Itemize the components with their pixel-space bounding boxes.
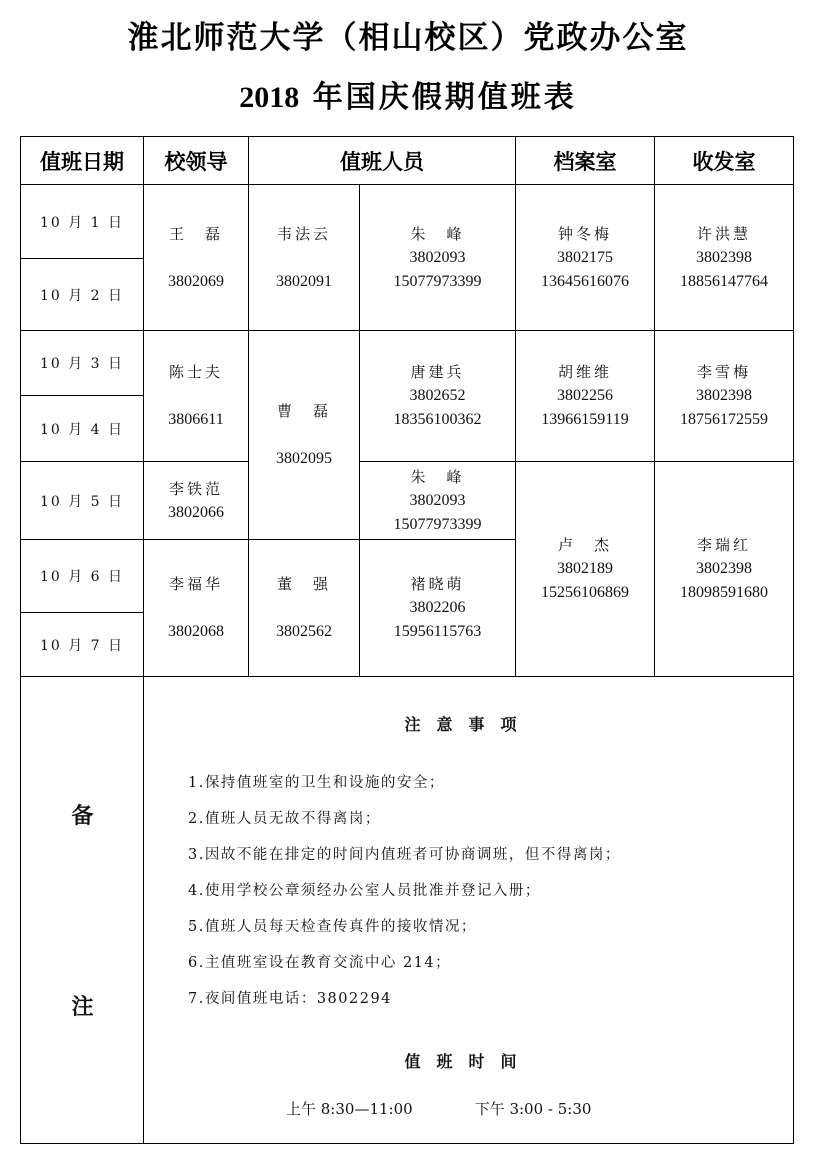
notes-label-cell	[20, 676, 144, 1144]
leader-name: 王 磊	[168, 224, 223, 243]
staff-name: 韦法云	[276, 224, 331, 243]
staff-name: 董 强	[276, 575, 331, 593]
staff-cell	[359, 184, 516, 331]
leader-phone: 3802069	[168, 272, 224, 290]
document-title: 淮北师范大学（相山校区）党政办公室	[127, 20, 689, 56]
archive-cell	[515, 461, 655, 677]
staff-mobile: 15077973399	[393, 515, 482, 533]
notes-title: 注意事项	[404, 715, 533, 734]
header-archive: 档案室	[515, 136, 655, 185]
staff-cell	[248, 184, 360, 331]
staff-cell	[248, 539, 360, 677]
staff-phone: 3802093	[409, 248, 466, 266]
archive-mobile: 13645616076	[541, 272, 629, 290]
mailroom-cell	[654, 184, 794, 331]
notes-body	[143, 676, 794, 1144]
header-date: 值班日期	[20, 136, 144, 185]
staff-phone: 3802652	[409, 387, 466, 404]
staff-mobile: 15956115763	[393, 623, 482, 640]
date-cell: 10 月 2 日	[20, 258, 144, 331]
subtitle-year: 2018	[239, 81, 300, 114]
leader-cell	[143, 461, 249, 540]
leader-name: 李福华	[168, 575, 223, 593]
header-mailroom: 收发室	[654, 136, 794, 185]
leader-phone: 3806611	[168, 411, 224, 428]
document-subtitle	[0, 72, 816, 116]
header-leader: 校领导	[143, 136, 249, 185]
archive-mobile: 13966159119	[541, 411, 629, 428]
leader-cell	[143, 539, 249, 677]
mailroom-cell	[654, 330, 794, 462]
date-cell: 10 月 6 日	[20, 539, 144, 613]
archive-phone: 3802175	[557, 248, 613, 266]
staff-phone: 3802093	[409, 491, 466, 509]
duty-times	[286, 1098, 591, 1119]
leader-name: 李铁范	[168, 479, 223, 498]
date-cell: 10 月 3 日	[20, 330, 144, 396]
mailroom-mobile: 18098591680	[680, 584, 768, 601]
staff-cell	[359, 461, 516, 540]
mailroom-phone: 3802398	[696, 248, 752, 266]
mailroom-cell	[654, 461, 794, 677]
leader-cell	[143, 330, 249, 462]
staff-phone: 3802206	[409, 599, 466, 616]
note-item: 6.主值班室设在教育交流中心 214；	[188, 955, 452, 971]
archive-mobile: 15256106869	[541, 584, 629, 601]
mailroom-phone: 3802398	[696, 560, 752, 577]
archive-cell	[515, 330, 655, 462]
note-item: 3.因故不能在排定的时间内值班者可协商调班，但不得离岗；	[188, 847, 621, 863]
archive-name: 卢 杰	[557, 536, 612, 554]
leader-phone: 3802066	[168, 503, 224, 521]
date-cell: 10 月 7 日	[20, 612, 144, 677]
staff-name: 褚晓萌	[410, 575, 465, 593]
date-cell: 10 月 1 日	[20, 184, 144, 259]
staff-phone: 3802095	[276, 450, 332, 467]
archive-phone: 3802189	[557, 560, 613, 577]
staff-cell	[359, 539, 516, 677]
staff-mobile: 18356100362	[393, 411, 482, 428]
staff-name: 朱 峰	[410, 224, 465, 243]
note-item: 2.值班人员无故不得离岗；	[188, 811, 381, 827]
staff-phone: 3802562	[276, 623, 332, 640]
date-cell: 10 月 4 日	[20, 395, 144, 462]
staff-name: 曹 磊	[276, 402, 331, 420]
note-item: 5.值班人员每天检查传真件的接收情况；	[188, 919, 477, 935]
note-item: 7.夜间值班电话：3802294	[188, 991, 392, 1007]
duty-table	[20, 136, 794, 1144]
mailroom-name: 李雪梅	[696, 363, 751, 381]
archive-cell	[515, 184, 655, 331]
notes-label-top: 备	[71, 804, 94, 829]
date-cell: 10 月 5 日	[20, 461, 144, 540]
header-staff: 值班人员	[248, 136, 516, 185]
mailroom-phone: 3802398	[696, 387, 752, 404]
mailroom-mobile: 18756172559	[680, 411, 768, 428]
leader-cell	[143, 184, 249, 331]
note-item: 1.保持值班室的卫生和设施的安全；	[188, 775, 445, 791]
staff-name: 唐建兵	[410, 363, 465, 381]
staff-phone: 3802091	[276, 272, 332, 290]
mailroom-name: 许洪慧	[696, 224, 751, 243]
archive-name: 胡维维	[557, 363, 612, 381]
archive-phone: 3802256	[557, 387, 613, 404]
afternoon-time: 下午 3:00 - 5:30	[474, 1100, 592, 1118]
staff-name: 朱 峰	[410, 467, 465, 486]
notes-label-bottom: 注	[71, 995, 94, 1020]
archive-name: 钟冬梅	[557, 224, 612, 243]
morning-time: 上午 8:30—11:00	[286, 1100, 413, 1118]
mailroom-name: 李瑞红	[696, 536, 751, 554]
duty-time-title: 值班时间	[404, 1052, 533, 1071]
staff-cell	[359, 330, 516, 462]
staff-mobile: 15077973399	[393, 272, 482, 290]
mailroom-mobile: 18856147764	[680, 272, 768, 290]
leader-name: 陈士夫	[168, 363, 223, 381]
staff-cell	[248, 330, 360, 540]
subtitle-text: 年国庆假期值班表	[312, 80, 577, 115]
leader-phone: 3802068	[168, 623, 224, 640]
note-item: 4.使用学校公章须经办公室人员批准并登记入册；	[188, 883, 541, 899]
